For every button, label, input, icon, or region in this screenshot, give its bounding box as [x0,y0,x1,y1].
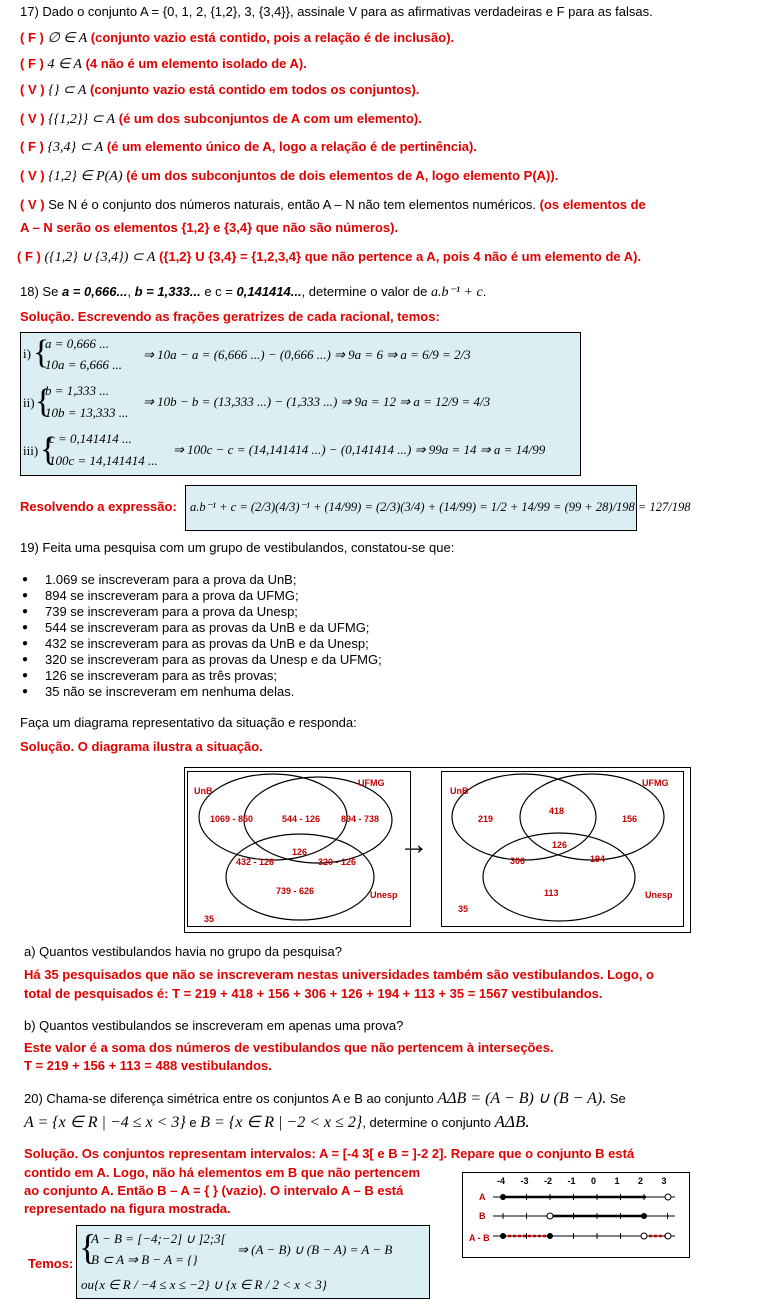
q20-intro: 20) Chama-se diferença simétrica entre os conjuntos A e B ao conjunto [24,1091,434,1106]
region-ufmg-unesp: 194 [590,854,606,864]
temos-label: Temos: [28,1256,74,1271]
q20-solution-line3: ao conjunto A. Então B – A = { } (vazio). O intervalo A – B está [24,1183,404,1198]
mark: ( F ) [17,249,41,264]
b-value: b = 1,333... [134,284,201,299]
note: (é um dos subconjuntos de dois elementos de A, logo elemento P(A)). [126,168,559,183]
venn-right [441,771,684,927]
q20-determine: , determine o conjunto [362,1115,491,1130]
q18-solution: Solução. Escrevendo as frações geratrizes de cada racional, temos: [20,309,440,324]
q17-header: 17) Dado o conjunto A = {0, 1, 2, {1,2}, 3, {3,4}}, assinale V para as afirmativas verdadeiras e F para as falsas. [20,4,653,19]
expr: {1,2} ∈ P(A) [48,169,123,184]
mark: ( F ) [20,30,44,45]
mark: ( V ) [20,168,45,183]
note: (conjunto vazio está contido em todos os conjuntos). [90,82,420,97]
bullet-dot: ● [22,622,29,633]
q18-tail: , determine o valor de [301,284,428,299]
region-ufmg-unesp: 320 - 126 [318,857,357,867]
q19-answer-a-line1: Há 35 pesquisados que não se inscreveram nestas universidades também são vestibulandos. Logo, o [24,967,654,982]
text: Se N é o conjunto dos números naturais, então A – N não tem elementos numéricos. [48,197,536,212]
note: (conjunto vazio está contido, pois a relação é de inclusão). [90,30,455,45]
list-item: 126 se inscreveram para as três provas; [45,668,277,683]
row-label-a: A [479,1192,486,1202]
mark: ( F ) [20,56,44,71]
row-label: ii) [23,395,35,410]
q17-item-2 [20,56,307,73]
q17-item-7-cont: A – N serão os elementos {1,2} e {3,4} que não são números). [20,220,399,235]
q17-item-1 [20,30,454,47]
mark: ( V ) [20,82,45,97]
region-unb-ufmg: 418 [549,806,565,816]
label-unesp: Unesp [370,890,398,900]
box-result: ⇒ (A − B) ∪ (B − A) = A − B [237,1242,393,1257]
label-unesp: Unesp [645,890,673,900]
bullet-dot: ● [22,638,29,649]
list-item: 432 se inscreveram para as provas da UnB e da Unesp; [45,636,369,651]
bullet-dot: ● [22,606,29,617]
region-only-ufmg: 894 - 738 [341,814,380,824]
c-value: 0,141414... [236,284,302,299]
label-ufmg: UFMG [642,778,669,788]
box-line2: B ⊂ A ⇒ B − A = {} [91,1252,198,1267]
region-center: 126 [292,847,308,857]
row-line2: 10a = 6,666 ... [45,357,123,372]
venn-left [187,771,411,927]
brace: { [33,334,50,371]
q20-solution-line4: representado na figura mostrada. [24,1201,231,1216]
expr: {3,4} ⊂ A [47,140,104,155]
label-ufmg: UFMG [358,778,385,788]
row-line2: 100c = 14,141414 ... [49,453,158,468]
right-arrow-icon: → [399,828,429,861]
label-outside: 35 [458,904,469,914]
tick-label: -3 [520,1176,529,1186]
row-label-a-minus-b: A - B [469,1233,490,1243]
q19-question-b: b) Quantos vestibulandos se inscreveram em apenas uma prova? [24,1018,404,1033]
q17-item-3 [20,82,419,99]
row-label: i) [23,346,31,361]
bullet-dot: ● [22,654,29,665]
region-unb-ufmg: 544 - 126 [282,814,321,824]
q18-label: 18) Se [20,284,59,299]
tick-label: 2 [638,1176,644,1186]
set-a: A = {x ∈ R | −4 ≤ x < 3} [24,1114,186,1131]
row-line2: 10b = 13,333 ... [45,405,129,420]
list-item: 739 se inscreveram para a prova da Unesp; [45,604,298,619]
box-line1: A − B = [−4;−2] ∪ ]2;3[ [91,1231,226,1246]
mark: ( V ) [20,111,45,126]
row-result: ⇒ 100c − c = (14,141414 ...) − (0,141414 ...) ⇒ 99a = 14 ⇒ a = 14/99 [173,442,546,457]
tick-label: 0 [591,1176,597,1186]
q17-item-4 [20,111,422,128]
q17-item-8 [17,249,641,266]
bullet-dot: ● [22,686,29,697]
symdiff-definition: AΔB = (A − B) ∪ (B − A). [437,1090,607,1107]
region-only-unesp: 113 [544,888,559,898]
region-only-unb: 1069 - 850 [210,814,254,824]
row-line1: a = 0,666 ... [45,336,110,351]
target-set: AΔB. [494,1112,530,1131]
tick-label: -4 [497,1176,506,1186]
q17-item-5 [20,139,477,156]
q17-item-7 [20,197,646,212]
tick-label: 3 [661,1176,667,1186]
row-line1: b = 1,333 ... [45,383,110,398]
note: (é um elemento único de A, logo a relação é de pertinência). [106,139,477,154]
row-label-b: B [479,1211,486,1221]
brace: { [40,431,57,468]
note: ({1,2} U {3,4} = {1,2,3,4} que não pertence a A, pois 4 não é um elemento de A). [159,249,642,264]
q20-line1 [24,1088,626,1108]
label-unb: UnB [194,786,213,796]
note: (é um dos subconjuntos de A com um elemento). [118,111,422,126]
expr: {} ⊂ A [48,83,87,98]
q19-instruction: Faça um diagrama representativo da situação e responda: [20,715,357,730]
region-center: 126 [552,840,568,850]
interval-figure [462,1172,690,1258]
list-item: 320 se inscreveram para as provas da Unesp e da UFMG; [45,652,382,667]
resolve-label: Resolvendo a expressão: [20,499,177,514]
venn-figure [184,767,691,933]
set-b: B = {x ∈ R | −2 < x ≤ 2} [200,1114,363,1131]
row-result: ⇒ 10a − a = (6,666 ...) − (0,666 ...) ⇒ 9a = 6 ⇒ a = 6/9 = 2/3 [143,347,471,362]
list-item: 1.069 se inscreveram para a prova da UnB; [45,572,297,587]
q19-header: 19) Feita uma pesquisa com um grupo de vestibulandos, constatou-se que: [20,540,455,555]
a-value: a = 0,666... [61,284,128,299]
row-line1: c = 0,141414 ... [49,431,132,446]
mark: ( F ) [20,139,44,154]
e-word: e c = [204,284,233,299]
region-only-unb: 219 [478,814,494,824]
expr: {{1,2}} ⊂ A [48,112,116,127]
mark: ( V ) [20,197,45,212]
expr: 4 ∈ A [47,57,82,72]
box-line3: ou{x ∈ R / −4 ≤ x ≤ −2} ∪ {x ∈ R / 2 < x < 3} [81,1277,328,1292]
region-unb-unesp: 432 - 126 [236,857,275,867]
region-only-ufmg: 156 [622,814,638,824]
and-word: e [189,1115,197,1130]
target-expression: a.b⁻¹ + c [430,285,483,300]
note: (os elementos de [539,197,646,212]
q18-derivation-box [20,332,581,476]
q20-result-box [76,1225,430,1299]
q19-answer-b-line2: T = 219 + 156 + 113 = 488 vestibulandos. [24,1058,272,1073]
q19-answer-a-line2: total de pesquisados é: T = 219 + 418 + 156 + 306 + 126 + 194 + 113 + 35 = 1567 vestibulandos. [24,986,603,1001]
list-item: 35 não se inscreveram em nenhuma delas. [45,684,295,699]
region-unb-unesp: 306 [510,856,526,866]
tick-label: -2 [544,1176,553,1186]
q20-if: Se [609,1091,626,1106]
region-only-unesp: 739 - 626 [276,886,315,896]
expr: ({1,2} ∪ {3,4}) ⊂ A [44,250,156,265]
q17-item-6 [20,168,558,185]
q20-solution-line1: Solução. Os conjuntos representam intervalos: A = [-4 3[ e B = ]-2 2]. Repare que o conjunto B está [24,1146,635,1161]
bullet-dot: ● [22,574,29,585]
q20-solution-line2: contido em A. Logo, não há elementos em B que não pertencem [24,1165,421,1180]
label-outside: 35 [204,914,215,924]
list-item: 894 se inscreveram para a prova da UFMG; [45,588,299,603]
q19-answer-b-line1: Este valor é a soma dos números de vestibulandos que não pertencem à interseções. [24,1040,554,1055]
bullet-dot: ● [22,670,29,681]
row-result: ⇒ 10b − b = (13,333 ...) − (1,333 ...) ⇒ 9a = 12 ⇒ a = 12/9 = 4/3 [143,394,491,409]
bullet-dot: ● [22,590,29,601]
tick-label: 1 [614,1176,620,1186]
resolve-box [185,485,691,531]
note: (4 não é um elemento isolado de A). [85,56,307,71]
resolve-expression: a.b⁻¹ + c = (2/3)(4/3)⁻¹ + (14/99) = (2/3)(3/4) + (14/99) = 1/2 + 14/99 = (99 + 28)/198 = 127/198 [190,500,691,514]
expr: ∅ ∈ A [47,31,88,46]
label-unb: UnB [450,786,469,796]
tick-label: -1 [567,1176,576,1186]
list-item: 544 se inscreveram para as provas da UnB e da UFMG; [45,620,370,635]
q19-solution: Solução. O diagrama ilustra a situação. [20,739,263,754]
q18-header: 18) Se a = 0,666..., b = 1,333... e c = 0,141414..., determine o valor de a.b⁻¹ + c. [20,284,487,300]
q19-question-a: a) Quantos vestibulandos havia no grupo da pesquisa? [24,944,342,959]
brace: { [35,383,52,420]
q20-line2 [24,1112,530,1132]
row-label: iii) [23,443,39,458]
brace: { [79,1227,97,1267]
number-lines [463,1173,689,1257]
